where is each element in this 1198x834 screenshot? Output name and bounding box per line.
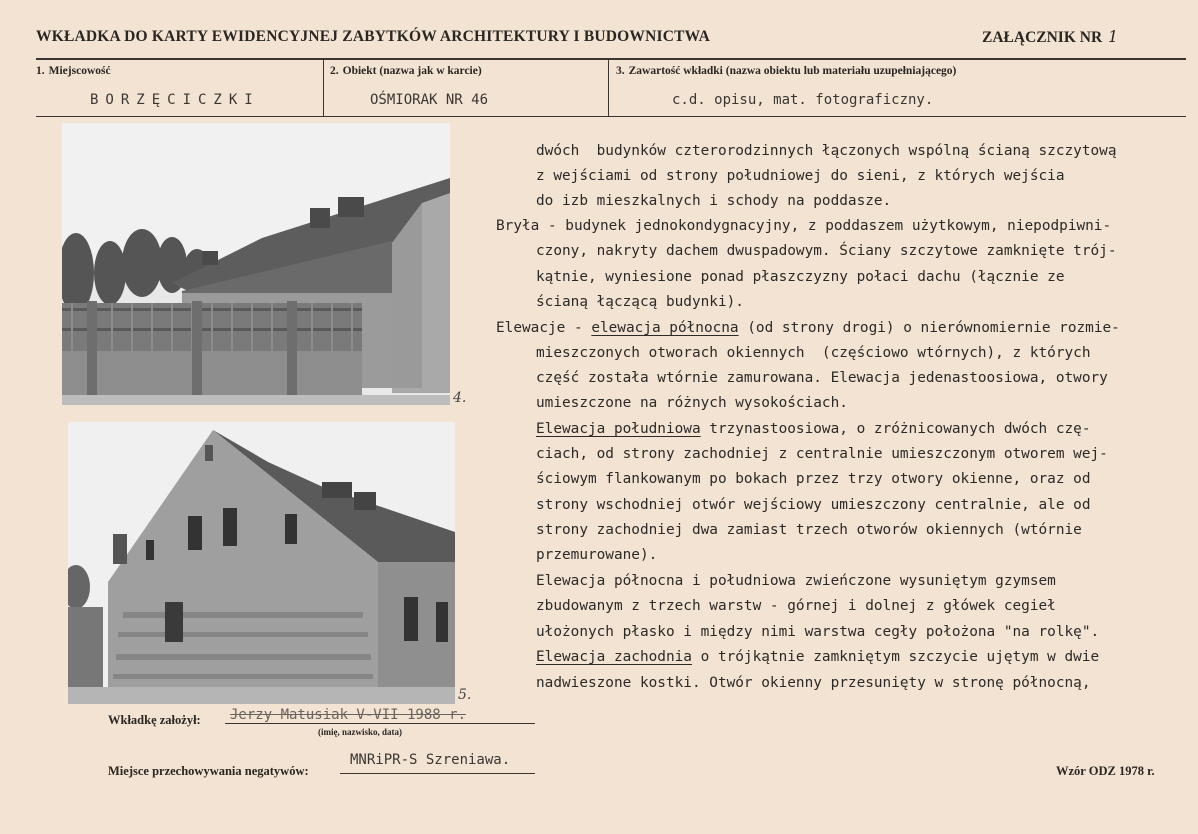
header-rule — [36, 58, 1186, 60]
text-line-7: ścianą łączącą budynki). — [536, 294, 744, 310]
storage-value: MNRiPR-S Szreniawa. — [350, 752, 511, 768]
elev-south-heading: Elewacja południowa — [536, 421, 701, 437]
text-line-22: nadwieszone kostki. Otwór okienny przesunięty w stronę północną, — [536, 675, 1091, 691]
form-code: Wzór ODZ 1978 r. — [1056, 764, 1155, 778]
field-1-label-text: Miejscowość — [48, 65, 111, 77]
elev-west-rest: o trójkątnie zamkniętym szczycie ujętym w dwie — [691, 649, 1100, 665]
fields-divider-1 — [323, 58, 324, 116]
text-line-south — [536, 421, 1091, 437]
text-line-1: dwóch budynków czterorodzinnych łączonych wspólną ścianą szczytową — [536, 143, 1117, 159]
elev-north-heading: elewacja północna — [591, 320, 739, 336]
text-line-9: mieszczonych otworach okiennych (częściowo wtórnych), z których — [536, 345, 1091, 361]
text-line-4: Bryła - budynek jednokondygnacyjny, z poddaszem użytkowym, niepodpiwni- — [496, 218, 1112, 234]
field-2-number: 2. — [330, 65, 339, 77]
author-hint: (imię, nazwisko, data) — [318, 727, 402, 737]
text-line-15: strony wschodniej otwór wejściowy umieszczony centralnie, ale od — [536, 497, 1091, 513]
photo-2-number: 5. — [458, 687, 472, 703]
fields-bottom-rule — [36, 116, 1186, 117]
text-line-2: z wejściami od strony południowej do sieni, z których wejścia — [536, 168, 1065, 184]
form-title: WKŁADKA DO KARTY EWIDENCYJNEJ ZABYTKÓW ARCHITEKTURY I BUDOWNICTWA — [36, 28, 711, 45]
elev-prefix: Elewacje - — [496, 320, 592, 336]
text-line-elevations — [496, 320, 1120, 336]
text-line-6: kątnie, wyniesione ponad płaszczyzny połaci dachu (łącznie ze — [536, 269, 1065, 285]
field-3-value: c.d. opisu, mat. fotograficzny. — [672, 92, 934, 108]
annex-label — [982, 28, 1118, 47]
author-rule — [225, 723, 535, 724]
elev-north-rest: (od strony drogi) o nierównomiernie rozmie- — [738, 320, 1120, 336]
photo-1-image — [62, 123, 450, 405]
field-2-label-text: Obiekt (nazwa jak w karcie) — [342, 65, 482, 77]
photo-2-image — [68, 422, 455, 704]
text-line-west — [536, 649, 1099, 665]
elev-west-heading: Elewacja zachodnia — [536, 649, 692, 665]
storage-label: Miejsce przechowywania negatywów: — [108, 764, 309, 778]
text-line-19: zbudowanym z trzech warstw - górnej i dolnej z główek cegieł — [536, 598, 1056, 614]
field-3-label-text: Zawartość wkładki (nazwa obiektu lub materiału uzupełniającego) — [628, 65, 957, 77]
text-line-11: umieszczone na różnych wysokościach. — [536, 395, 848, 411]
field-1-value: BORZĘCICZKI — [90, 92, 260, 108]
text-line-14: ściowym flankowanym po bokach przez trzy otwory okienne, oraz od — [536, 471, 1091, 487]
text-line-10: część została wtórnie zamurowana. Elewacja jedenastoosiowa, otwory — [536, 370, 1108, 386]
photo-1-number: 4. — [453, 390, 467, 406]
field-2-label — [330, 65, 482, 77]
annex-number: 1 — [1108, 28, 1119, 46]
text-line-13: ciach, od strony zachodniej z centralnie umieszczonym otworem wej- — [536, 446, 1108, 462]
photo-2 — [68, 422, 455, 704]
field-2-value: OŚMIORAK NR 46 — [370, 92, 489, 108]
field-1-label — [36, 65, 111, 77]
text-line-16: strony zachodniej dwa zamiast trzech otworów okiennych (wtórnie — [536, 522, 1082, 538]
photo-1 — [62, 123, 450, 405]
author-value: Jerzy Matusiak V-VII 1988 r. — [230, 707, 467, 723]
field-1-number: 1. — [36, 65, 45, 77]
text-line-20: ułożonych płasko i między nimi warstwa cegły położona "na rolkę". — [536, 624, 1100, 640]
text-line-17: przemurowane). — [536, 547, 658, 563]
field-3-label — [616, 65, 956, 77]
storage-rule — [340, 773, 535, 774]
field-3-number: 3. — [616, 65, 625, 77]
elev-south-rest: trzynastoosiowa, o zróżnicowanych dwóch czę- — [700, 421, 1091, 437]
text-line-18: Elewacja północna i południowa zwieńczone wysuniętym gzymsem — [536, 573, 1056, 589]
fields-divider-2 — [608, 58, 609, 116]
annex-label-text: ZAŁĄCZNIK NR — [982, 29, 1103, 46]
author-label: Wkładkę założył: — [108, 713, 201, 727]
text-line-3: do izb mieszkalnych i schody na poddasze. — [536, 193, 892, 209]
text-line-5: czony, nakryty dachem dwuspadowym. Ściany szczytowe zamknięte trój- — [536, 243, 1117, 259]
